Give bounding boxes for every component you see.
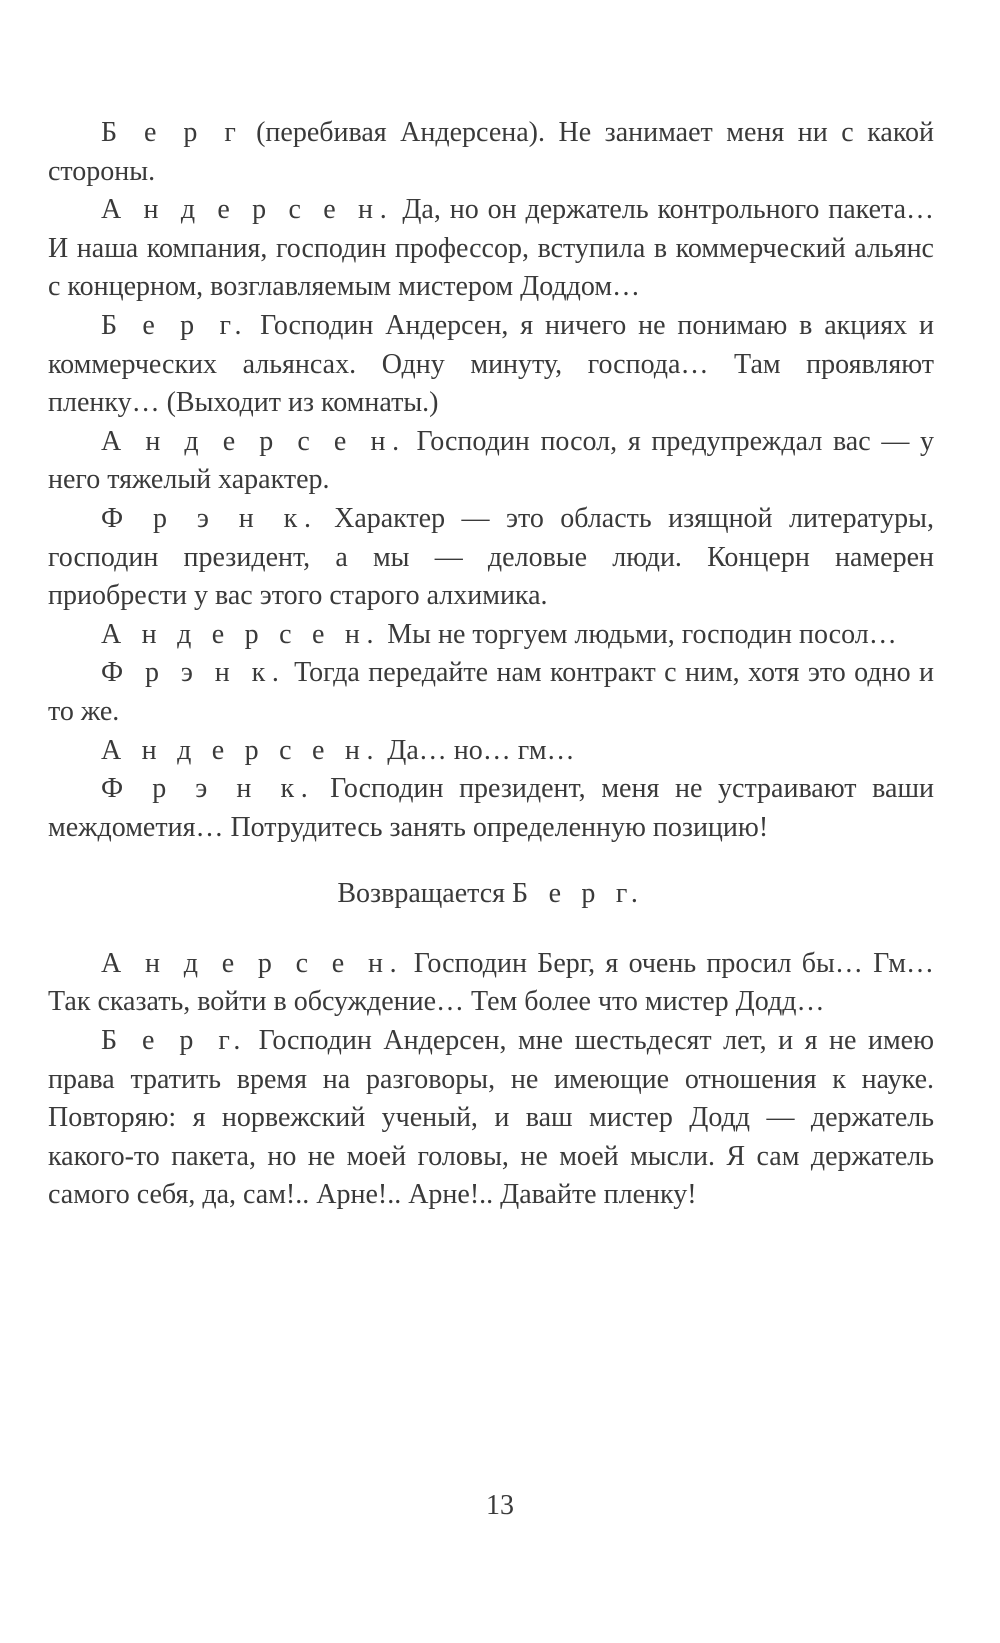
- stage-direction: [48, 875, 934, 914]
- dialogue-paragraph: [48, 945, 934, 1022]
- speaker-name: Б е р г.: [512, 878, 645, 910]
- dialogue-text: Да… но… гм…: [380, 734, 575, 766]
- speaker-name: Б е р г.: [101, 1025, 248, 1057]
- dialogue-text: Господин Андерсен, мне шестьдесят лет, и я не имею права тратить время на разговоры, не имеющие отношения к науке. Повторяю: я норвежский ученый, и ваш мистер Додд — держатель какого-то пакета, но не моей головы, не моей мысли. Я сам держатель самого себя, да, сам!.. Арне!.. Арне!.. Давайте пленку!: [48, 1025, 935, 1211]
- dialogue-paragraph: [48, 423, 934, 500]
- dialogue-text: Господин президент, меня не устраивают ваши междометия… Потрудитесь занять определенную позицию!: [48, 773, 934, 843]
- dialogue-text: Господин Андерсен, я ничего не понимаю в акциях и коммерческих альянсах. Одну минуту, господа… Там проявляют пленку… (Выходит из комнаты.): [48, 309, 934, 419]
- dialogue-text: Характер — это область изящной литературы, господин президент, а мы — деловые люди. Концерн намерен приобрести у вас этого старого алхимика.: [48, 502, 934, 612]
- dialogue-text: Мы не торгуем людьми, господин посол…: [380, 618, 897, 650]
- dialogue-text: Господин посол, я предупреждал вас — у него тяжелый характер.: [48, 425, 934, 496]
- page-text: [48, 114, 934, 1215]
- dialogue-text: (перебивая Андерсена). Не занимает меня ни с какой стороны.: [48, 117, 934, 187]
- speaker-name: Б е р г.: [101, 309, 249, 341]
- speaker-name: А н д е р с е н.: [101, 618, 381, 650]
- speaker-name: А н д е р с е н.: [101, 425, 406, 457]
- dialogue-paragraph: [48, 732, 934, 771]
- speaker-name: А н д е р с е н.: [101, 194, 394, 226]
- stage-direction-text: Возвращается: [337, 878, 513, 910]
- dialogue-paragraph: [48, 616, 934, 655]
- dialogue-paragraph: [48, 500, 934, 616]
- dialogue-text: Да, но он держатель контрольного пакета… И наша компания, господин профессор, вступила в коммерческий альянс с концерном, возглавляемым мистером Доддом…: [48, 194, 935, 303]
- speaker-name: А н д е р с е н.: [101, 947, 404, 979]
- dialogue-paragraph: [48, 114, 934, 191]
- dialogue-paragraph: [48, 1022, 934, 1215]
- dialogue-text: Господин Берг, я очень просил бы… Гм… Так сказать, войти в обсуждение… Тем более что мистер Додд…: [48, 947, 934, 1018]
- dialogue-paragraph: [48, 307, 934, 423]
- speaker-name: Ф р э н к.: [101, 657, 286, 689]
- dialogue-paragraph: [48, 191, 934, 307]
- dialogue-paragraph: [48, 654, 934, 731]
- speaker-name: Ф р э н к.: [101, 773, 315, 805]
- page-number: 13: [486, 1490, 514, 1521]
- dialogue-paragraph: [48, 770, 934, 847]
- dialogue-text: Тогда передайте нам контракт с ним, хотя это одно и то же.: [48, 657, 934, 727]
- speaker-name: А н д е р с е н.: [101, 734, 381, 766]
- speaker-name: Ф р э н к.: [101, 502, 318, 534]
- speaker-name: Б е р г: [101, 117, 243, 148]
